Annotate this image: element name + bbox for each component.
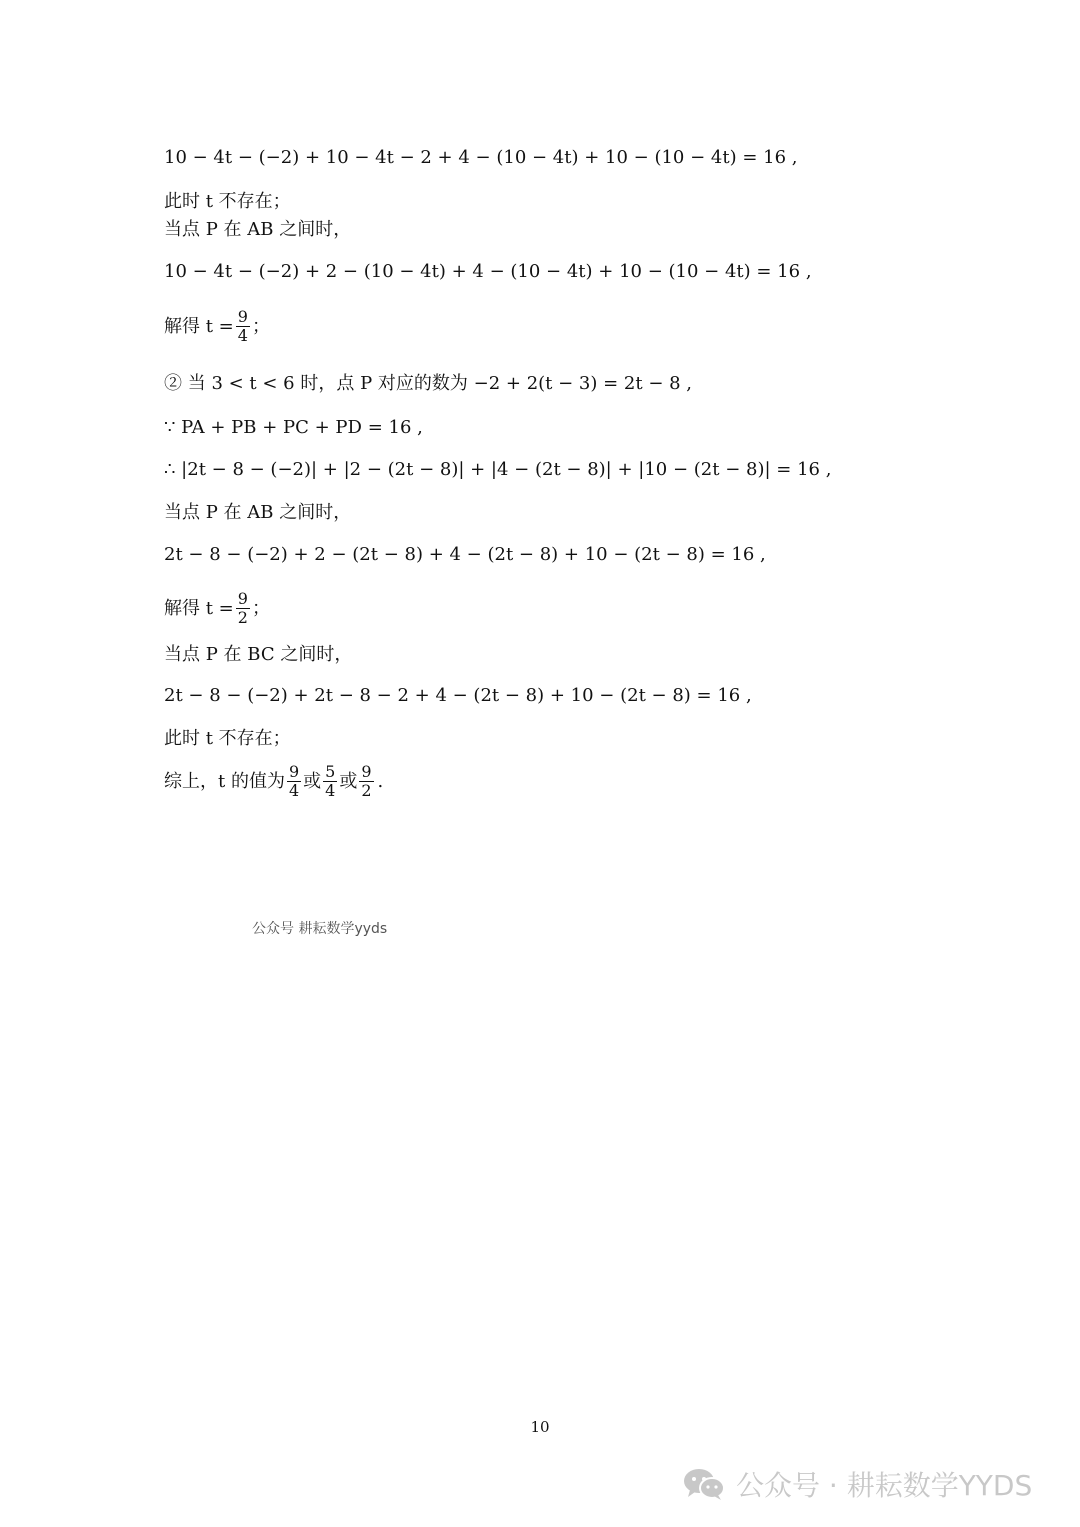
- text-line: 当点 P 在 BC 之间时，: [164, 644, 353, 665]
- equation-line: 2t − 8 − (−2) + 2 − (2t − 8) + 4 − (2t − 8) + 10 − (2t − 8) = 16 ,: [164, 544, 766, 565]
- watermark-text: 公众号 耕耘数学yyds: [252, 921, 388, 937]
- solution-line: [164, 308, 270, 345]
- solution-suffix: ；: [251, 597, 270, 619]
- fraction-numerator: 9: [288, 762, 300, 781]
- equation-line: 10 − 4t − (−2) + 2 − (10 − 4t) + 4 − (10 − 4t) + 10 − (10 − 4t) = 16 ,: [164, 261, 812, 282]
- text-line: 当点 P 在 AB 之间时，: [164, 502, 352, 523]
- fraction-denominator: 4: [237, 326, 248, 345]
- conclusion-suffix: .: [377, 770, 384, 792]
- equation-line: ∵ PA + PB + PC + PD = 16 ,: [164, 417, 423, 438]
- fraction-numerator: 9: [237, 589, 248, 608]
- solution-prefix: 解得 t =: [164, 315, 234, 337]
- fraction: [359, 763, 373, 800]
- or-word: 或: [303, 770, 322, 792]
- footer-text: 公众号 · 耕耘数学YYDS: [736, 1469, 1033, 1502]
- conclusion-line: [164, 763, 383, 800]
- solution-suffix: ；: [251, 315, 270, 337]
- fraction: [236, 308, 250, 345]
- wechat-icon: [682, 1467, 726, 1501]
- fraction: [236, 590, 250, 627]
- equation-line: 2t − 8 − (−2) + 2t − 8 − 2 + 4 − (2t − 8) + 10 − (2t − 8) = 16 ,: [164, 685, 752, 706]
- fraction-denominator: 2: [361, 781, 372, 800]
- solution-line: [164, 590, 270, 627]
- fraction-numerator: 9: [361, 762, 372, 781]
- solution-prefix: 解得 t =: [164, 597, 234, 619]
- fraction-numerator: 9: [237, 307, 248, 326]
- text-line: 此时 t 不存在；: [164, 728, 291, 749]
- fraction: [287, 763, 301, 800]
- equation-line: 10 − 4t − (−2) + 10 − 4t − 2 + 4 − (10 − 4t) + 10 − (10 − 4t) = 16 ,: [164, 147, 798, 168]
- footer-watermark: [682, 1464, 1032, 1504]
- fraction-denominator: 4: [325, 781, 336, 800]
- equation-line: ∴ |2t − 8 − (−2)| + |2 − (2t − 8)| + |4 − (2t − 8)| + |10 − (2t − 8)| = 16 ,: [164, 459, 832, 480]
- or-word: 或: [339, 770, 358, 792]
- equation-line: ② 当 3 < t < 6 时，点 P 对应的数为 −2 + 2(t − 3) = 2t − 8 ,: [164, 373, 693, 394]
- fraction-numerator: 5: [325, 762, 336, 781]
- text-line: 当点 P 在 AB 之间时，: [164, 219, 352, 240]
- conclusion-prefix: 综上，t 的值为: [164, 770, 285, 792]
- fraction: [323, 763, 337, 800]
- fraction-denominator: 2: [237, 608, 248, 627]
- page-number: 10: [530, 1418, 550, 1436]
- text-line: 此时 t 不存在；: [164, 191, 291, 212]
- fraction-denominator: 4: [288, 781, 300, 800]
